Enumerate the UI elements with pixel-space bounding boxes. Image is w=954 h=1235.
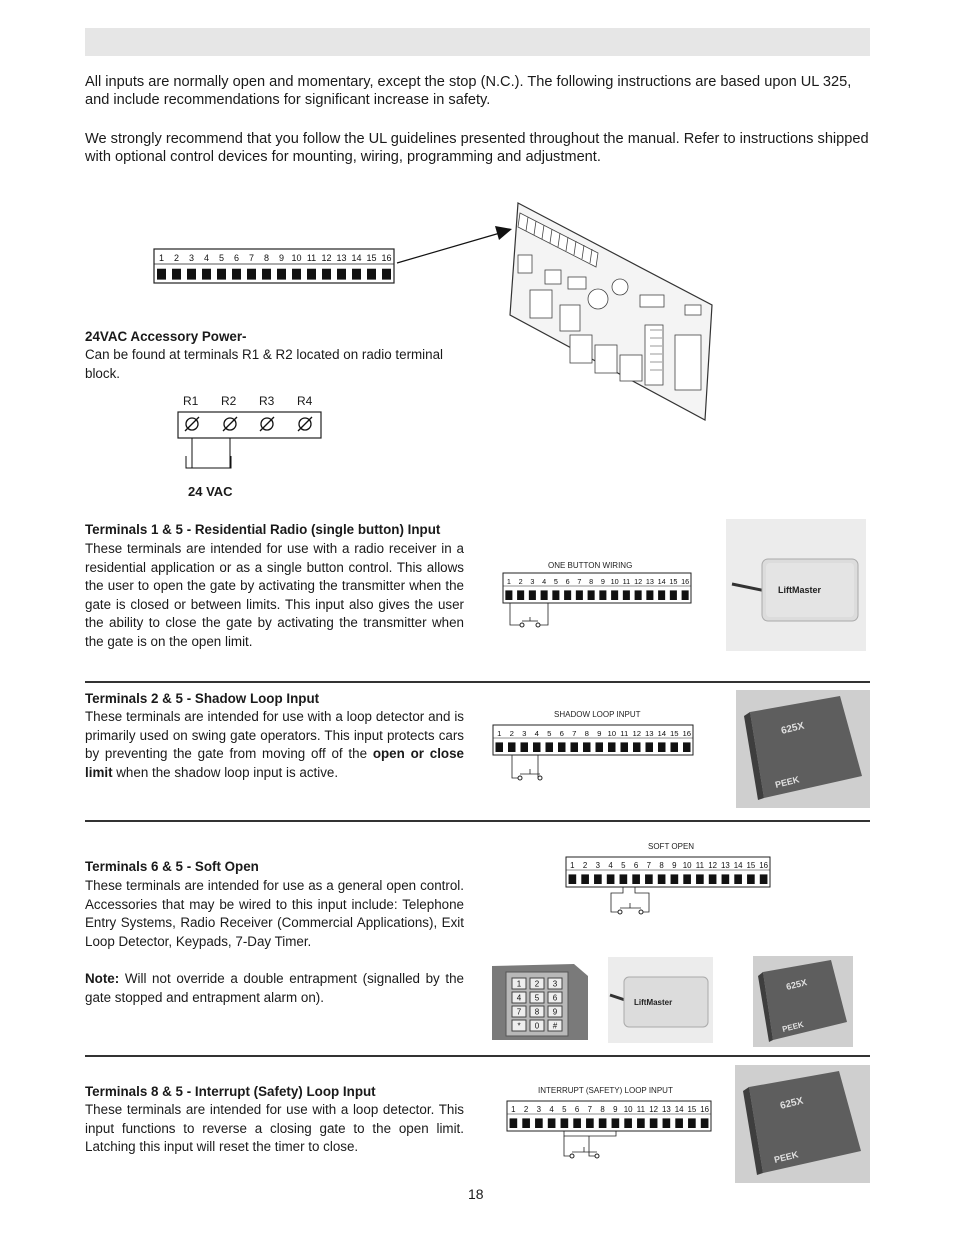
interrupt-loop-title: Terminals 8 & 5 - Interrupt (Safety) Loop Input bbox=[85, 1084, 376, 1099]
terminal-screw-8 bbox=[599, 1118, 607, 1128]
keypad-key-label: 7 bbox=[516, 1007, 522, 1017]
terminal-number-10: 10 bbox=[623, 1104, 633, 1114]
terminal-number-10: 10 bbox=[291, 253, 302, 264]
terminal-number-15: 15 bbox=[746, 860, 756, 870]
detector-model-label: 625X bbox=[780, 720, 806, 737]
terminal-screw-6 bbox=[232, 269, 241, 280]
terminal-number-14: 14 bbox=[351, 253, 362, 264]
terminal-number-4: 4 bbox=[542, 576, 547, 586]
soft-open-text: These terminals are intended for use as a general open control. Accessories that may be wired to this input include: Telephone Entry Systems, Radio Receiver (Commercial Applications), Exit Loop Detector, Keypads, 7-Day Timer. bbox=[85, 878, 464, 949]
terminal-screw-5 bbox=[561, 1118, 569, 1128]
detector-brand-label-2: PEEK bbox=[781, 1019, 805, 1034]
terminal-screw-16 bbox=[682, 590, 689, 600]
terminal-number-8: 8 bbox=[263, 253, 270, 264]
terminal-screw-2 bbox=[517, 590, 524, 600]
terminal-number-5: 5 bbox=[547, 728, 552, 738]
section-divider-3 bbox=[85, 1055, 870, 1057]
detector-model-label-3: 625X bbox=[779, 1095, 805, 1112]
terminal-number-15: 15 bbox=[687, 1104, 697, 1114]
terminal-screw-15 bbox=[367, 269, 376, 280]
terminal-screw-3 bbox=[521, 742, 529, 752]
intro-paragraph-1: All inputs are normally open and momentary, except the stop (N.C.). The following instructions are based upon UL 325, and include recommendations for significant increase in safety. bbox=[85, 74, 852, 108]
terminal-number-2: 2 bbox=[518, 576, 523, 586]
terminal-screw-2 bbox=[172, 269, 181, 280]
terminal-screw-15 bbox=[670, 590, 677, 600]
keypad-key-label: 2 bbox=[534, 979, 540, 989]
terminal-screw-10 bbox=[683, 874, 691, 884]
terminal-number-6: 6 bbox=[559, 728, 564, 738]
terminal-number-3: 3 bbox=[536, 1104, 542, 1114]
terminal-screw-13 bbox=[722, 874, 730, 884]
terminal-screw-4 bbox=[548, 1118, 556, 1128]
terminal-screw-1 bbox=[569, 874, 577, 884]
terminal-screw-7 bbox=[586, 1118, 594, 1128]
detector-model-label-2: 625X bbox=[785, 977, 808, 992]
terminal-screw-10 bbox=[292, 269, 301, 280]
terminal-screw-4 bbox=[541, 590, 548, 600]
terminal-screw-3 bbox=[535, 1118, 543, 1128]
terminal-screw-4 bbox=[533, 742, 541, 752]
terminal-screw-15 bbox=[747, 874, 755, 884]
keypad-key-label: 5 bbox=[534, 993, 540, 1003]
terminal-number-1: 1 bbox=[158, 253, 165, 264]
terminal-screw-5 bbox=[620, 874, 628, 884]
terminal-number-13: 13 bbox=[336, 253, 347, 264]
terminal-screw-1 bbox=[510, 1118, 518, 1128]
terminal-number-8: 8 bbox=[659, 860, 664, 870]
terminal-number-16: 16 bbox=[681, 576, 690, 586]
loop-detector-photo-1 bbox=[736, 690, 870, 808]
terminal-screw-9 bbox=[671, 874, 679, 884]
terminal-number-16: 16 bbox=[381, 253, 392, 264]
terminal-screw-16 bbox=[382, 269, 391, 280]
terminal-screw-2 bbox=[508, 742, 516, 752]
terminal-number-5: 5 bbox=[621, 860, 626, 870]
terminal-number-11: 11 bbox=[695, 860, 704, 870]
terminal-screw-6 bbox=[632, 874, 640, 884]
terminal-number-5: 5 bbox=[553, 576, 558, 586]
terminal-screw-13 bbox=[337, 269, 346, 280]
intro-paragraph-2: We strongly recommend that you follow the UL guidelines presented throughout the manual. Refer to instructions shipped with optional control devices for mounting, wiring, programming and adjustment. bbox=[85, 131, 869, 165]
terminal-number-11: 11 bbox=[636, 1104, 645, 1114]
terminal-number-4: 4 bbox=[549, 1104, 554, 1114]
terminal-screw-13 bbox=[646, 590, 653, 600]
terminal-screw-11 bbox=[621, 742, 629, 752]
terminal-screw-9 bbox=[277, 269, 286, 280]
terminal-screw-11 bbox=[637, 1118, 645, 1128]
page-number: 18 bbox=[468, 1186, 484, 1202]
terminal-screw-7 bbox=[645, 874, 653, 884]
terminal-number-11: 11 bbox=[620, 728, 629, 738]
terminal-screw-8 bbox=[262, 269, 271, 280]
terminal-screw-15 bbox=[671, 742, 679, 752]
shadow-loop-title: Terminals 2 & 5 - Shadow Loop Input bbox=[85, 691, 320, 706]
terminal-screw-8 bbox=[658, 874, 666, 884]
terminal-number-11: 11 bbox=[306, 253, 317, 264]
terminal-number-1: 1 bbox=[511, 1104, 516, 1114]
terminal-screw-14 bbox=[658, 590, 665, 600]
soft-open-note: Note: Will not override a double entrapment (signalled by the gate stopped and entrapment alarm on). bbox=[85, 971, 464, 1005]
terminal-screw-3 bbox=[529, 590, 536, 600]
keypad-key-label: # bbox=[552, 1021, 558, 1031]
terminal-number-12: 12 bbox=[321, 253, 332, 264]
terminal-number-16: 16 bbox=[700, 1104, 710, 1114]
terminal-number-14: 14 bbox=[657, 576, 666, 586]
radio-terminal-block bbox=[175, 410, 325, 485]
terminal-screw-3 bbox=[187, 269, 196, 280]
terminal-number-6: 6 bbox=[633, 860, 639, 870]
interrupt-loop-text: These terminals are intended for use with a loop detector. This input functions to reverse a closing gate to the open limit. Latching this input will reset the timer to close. bbox=[85, 1102, 464, 1155]
terminal-number-2: 2 bbox=[582, 860, 588, 870]
terminal-number-13: 13 bbox=[720, 860, 730, 870]
terminal-number-12: 12 bbox=[649, 1104, 659, 1114]
terminal-screw-12 bbox=[635, 590, 642, 600]
terminal-screw-14 bbox=[658, 742, 666, 752]
terminal-number-9: 9 bbox=[613, 1104, 618, 1114]
residential-text: These terminals are intended for use with a radio receiver in a residential application or as a single button control. This allows the user to open the gate by activating the transmitter when the gate is closed or between limits. This input also gives the user the ability to close the gate by activating the transmitter when the gate is on the open limit. bbox=[85, 541, 464, 649]
loop-detector-photo-2 bbox=[753, 956, 853, 1047]
terminal-number-7: 7 bbox=[572, 728, 577, 738]
terminal-number-5: 5 bbox=[562, 1104, 567, 1114]
detector-brand-label-3: PEEK bbox=[773, 1149, 800, 1165]
terminal-number-16: 16 bbox=[682, 728, 692, 738]
keypad-key-label: 1 bbox=[516, 979, 522, 989]
terminal-number-7: 7 bbox=[248, 253, 255, 264]
radio-terminal-r3-label: R3 bbox=[259, 394, 275, 408]
terminal-screw-11 bbox=[696, 874, 704, 884]
keypad-photo bbox=[488, 962, 591, 1042]
terminal-number-1: 1 bbox=[506, 576, 511, 586]
terminal-number-1: 1 bbox=[570, 860, 575, 870]
terminal-number-13: 13 bbox=[661, 1104, 671, 1114]
radio-receiver-photo-2 bbox=[608, 957, 713, 1043]
keypad-key-label: 4 bbox=[516, 993, 522, 1003]
terminal-number-9: 9 bbox=[600, 576, 605, 586]
terminal-number-8: 8 bbox=[589, 576, 594, 586]
terminal-screw-5 bbox=[217, 269, 226, 280]
terminal-screw-13 bbox=[646, 742, 654, 752]
terminal-number-7: 7 bbox=[646, 860, 652, 870]
interrupt-loop-wiring-diagram bbox=[504, 1098, 716, 1160]
terminal-screw-11 bbox=[307, 269, 316, 280]
terminal-number-3: 3 bbox=[522, 728, 527, 738]
terminal-screw-9 bbox=[599, 590, 606, 600]
terminal-number-14: 14 bbox=[674, 1104, 684, 1114]
section-divider-2 bbox=[85, 820, 870, 822]
terminal-number-11: 11 bbox=[622, 576, 631, 586]
one-button-wiring-label: ONE BUTTON WIRING bbox=[548, 561, 633, 570]
terminal-number-12: 12 bbox=[632, 728, 642, 738]
terminal-number-14: 14 bbox=[733, 860, 743, 870]
terminal-number-4: 4 bbox=[608, 860, 613, 870]
terminal-number-15: 15 bbox=[669, 728, 679, 738]
terminal-screw-13 bbox=[663, 1118, 671, 1128]
terminal-screw-14 bbox=[352, 269, 361, 280]
terminal-number-2: 2 bbox=[173, 253, 180, 264]
terminal-number-9: 9 bbox=[672, 860, 677, 870]
terminal-screw-10 bbox=[611, 590, 618, 600]
terminal-number-3: 3 bbox=[530, 576, 535, 586]
keypad-key-label: 6 bbox=[552, 993, 558, 1003]
soft-open-wiring-diagram bbox=[563, 854, 775, 916]
terminal-screw-10 bbox=[608, 742, 616, 752]
terminal-number-7: 7 bbox=[577, 576, 582, 586]
terminal-screw-4 bbox=[202, 269, 211, 280]
terminal-number-4: 4 bbox=[534, 728, 539, 738]
main-terminal-strip bbox=[150, 245, 400, 285]
accessory-power-title: 24VAC Accessory Power- bbox=[85, 329, 247, 344]
radio-terminal-r2-label: R2 bbox=[221, 394, 237, 408]
radio-terminal-r1-label: R1 bbox=[183, 394, 199, 408]
accessory-power-text: Can be found at terminals R1 & R2 located on radio terminal block. bbox=[85, 347, 444, 381]
terminal-screw-16 bbox=[701, 1118, 709, 1128]
keypad-key-label: 0 bbox=[534, 1021, 540, 1031]
terminal-number-12: 12 bbox=[708, 860, 718, 870]
terminal-number-3: 3 bbox=[188, 253, 195, 264]
terminal-number-10: 10 bbox=[682, 860, 692, 870]
terminal-number-6: 6 bbox=[574, 1104, 580, 1114]
section-divider-1 bbox=[85, 681, 870, 683]
terminal-number-2: 2 bbox=[523, 1104, 529, 1114]
terminal-screw-12 bbox=[322, 269, 331, 280]
soft-open-diagram-label: SOFT OPEN bbox=[648, 842, 695, 851]
terminal-number-6: 6 bbox=[233, 253, 240, 264]
terminal-number-14: 14 bbox=[657, 728, 667, 738]
terminal-screw-16 bbox=[683, 742, 691, 752]
terminal-number-8: 8 bbox=[584, 728, 589, 738]
control-board-illustration bbox=[500, 195, 725, 430]
terminal-number-4: 4 bbox=[203, 253, 210, 264]
terminal-number-5: 5 bbox=[218, 253, 225, 264]
terminal-number-7: 7 bbox=[587, 1104, 593, 1114]
soft-open-title: Terminals 6 & 5 - Soft Open bbox=[85, 859, 259, 874]
loop-detector-photo-3 bbox=[735, 1065, 870, 1183]
terminal-number-3: 3 bbox=[595, 860, 601, 870]
radio-terminal-r4-label: R4 bbox=[297, 394, 313, 408]
terminal-screw-14 bbox=[675, 1118, 683, 1128]
terminal-number-15: 15 bbox=[366, 253, 377, 264]
terminal-screw-4 bbox=[607, 874, 615, 884]
voltage-label: 24 VAC bbox=[188, 484, 233, 499]
terminal-screw-8 bbox=[583, 742, 591, 752]
terminal-screw-7 bbox=[576, 590, 583, 600]
terminal-screw-9 bbox=[612, 1118, 620, 1128]
terminal-screw-5 bbox=[552, 590, 559, 600]
terminal-screw-3 bbox=[594, 874, 602, 884]
detector-brand-label: PEEK bbox=[774, 774, 801, 790]
shadow-loop-text: These terminals are intended for use with a loop detector and is primarily used on swing gate operators. This input protects cars by preventing the gate from moving off of the open or close limit when the shadow loop input is active. bbox=[85, 709, 465, 780]
terminal-screw-16 bbox=[760, 874, 768, 884]
shadow-loop-diagram-label: SHADOW LOOP INPUT bbox=[554, 710, 641, 719]
terminal-number-12: 12 bbox=[634, 576, 643, 586]
terminal-screw-6 bbox=[564, 590, 571, 600]
interrupt-loop-diagram-label: INTERRUPT (SAFETY) LOOP INPUT bbox=[538, 1086, 673, 1095]
terminal-screw-7 bbox=[247, 269, 256, 280]
terminal-screw-7 bbox=[571, 742, 579, 752]
terminal-screw-10 bbox=[624, 1118, 632, 1128]
terminal-screw-2 bbox=[581, 874, 589, 884]
terminal-number-9: 9 bbox=[278, 253, 285, 264]
terminal-screw-1 bbox=[157, 269, 166, 280]
terminal-number-13: 13 bbox=[644, 728, 654, 738]
receiver-brand-label-2: LiftMaster bbox=[634, 998, 673, 1007]
terminal-screw-6 bbox=[573, 1118, 581, 1128]
section-header-bar bbox=[85, 28, 870, 56]
keypad-key-label: * bbox=[517, 1021, 521, 1031]
keypad-key-label: 9 bbox=[552, 1007, 558, 1017]
terminal-number-9: 9 bbox=[597, 728, 602, 738]
terminal-screw-6 bbox=[558, 742, 566, 752]
terminal-number-6: 6 bbox=[565, 576, 570, 586]
terminal-screw-15 bbox=[688, 1118, 696, 1128]
terminal-screw-1 bbox=[505, 590, 512, 600]
keypad-key-label: 8 bbox=[534, 1007, 540, 1017]
terminal-screw-12 bbox=[650, 1118, 658, 1128]
terminal-number-10: 10 bbox=[607, 728, 617, 738]
terminal-number-1: 1 bbox=[497, 728, 502, 738]
terminal-number-10: 10 bbox=[610, 576, 619, 586]
one-button-wiring-diagram bbox=[500, 570, 695, 630]
radio-receiver-photo bbox=[726, 519, 866, 651]
residential-title: Terminals 1 & 5 - Residential Radio (single button) Input bbox=[85, 522, 441, 537]
terminal-screw-11 bbox=[623, 590, 630, 600]
terminal-screw-8 bbox=[588, 590, 595, 600]
terminal-screw-9 bbox=[596, 742, 604, 752]
receiver-brand-label: LiftMaster bbox=[778, 585, 822, 595]
terminal-number-13: 13 bbox=[645, 576, 654, 586]
terminal-screw-5 bbox=[546, 742, 554, 752]
terminal-screw-1 bbox=[496, 742, 504, 752]
terminal-screw-12 bbox=[633, 742, 641, 752]
terminal-screw-2 bbox=[522, 1118, 530, 1128]
terminal-screw-12 bbox=[709, 874, 717, 884]
terminal-number-8: 8 bbox=[600, 1104, 605, 1114]
shadow-loop-wiring-diagram bbox=[490, 722, 700, 784]
terminal-number-15: 15 bbox=[669, 576, 678, 586]
keypad-key-label: 3 bbox=[552, 979, 558, 989]
terminal-number-2: 2 bbox=[509, 728, 514, 738]
terminal-number-16: 16 bbox=[759, 860, 769, 870]
terminal-screw-14 bbox=[734, 874, 742, 884]
